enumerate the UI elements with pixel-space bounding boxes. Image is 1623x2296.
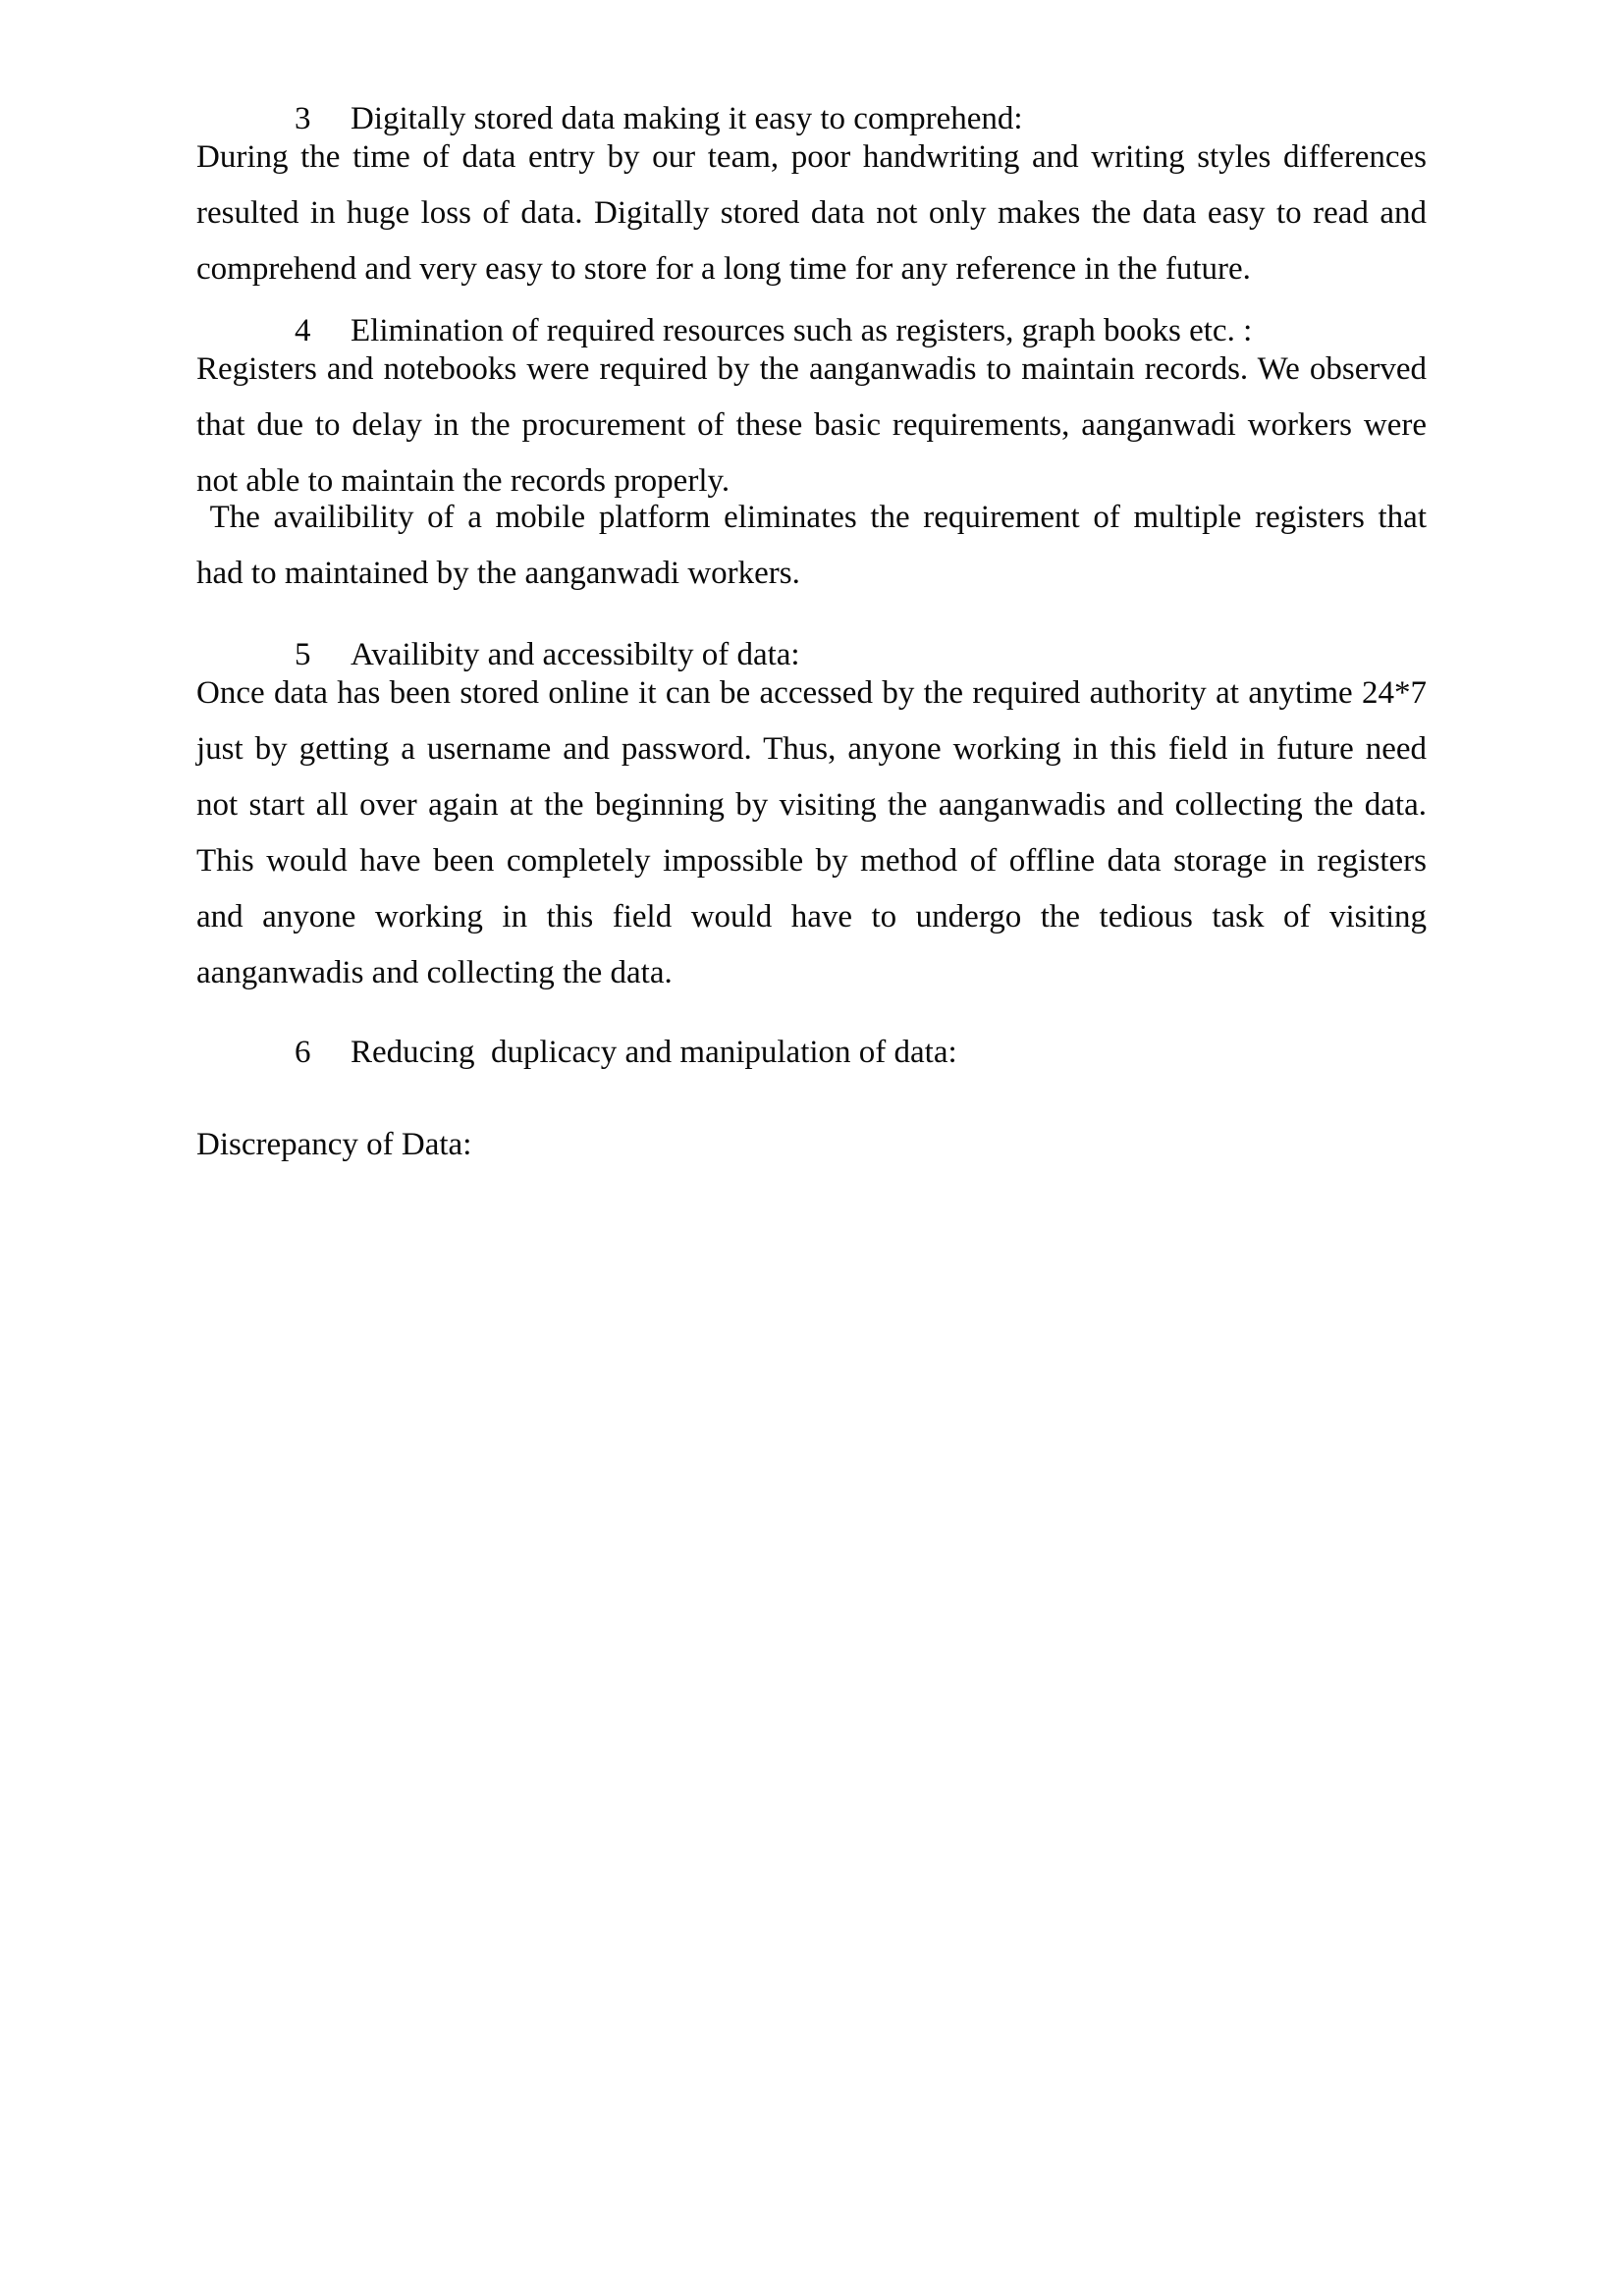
text-line: Once data has been stored online it can be accessed by the required authority at anytime 24*7 [196,675,1427,711]
text-line: comprehend and very easy to store for a long time for any reference in the future. [196,251,1251,287]
content-column [196,0,1427,1173]
paragraph [196,666,1427,1001]
text-line: had to maintained by the aanganwadi workers. [196,556,800,591]
sections-container [196,91,1427,1081]
heading-title: Elimination of required resources such as registers, graph books etc. : [351,313,1253,348]
text-line: and anyone working in this field would have to undergo the tedious task of visiting [196,899,1427,934]
paragraph [196,490,1427,602]
section-6-heading [196,1025,1427,1081]
text-line: During the time of data entry by our team, poor handwriting and writing styles differences [196,139,1427,175]
text-line: not able to maintain the records properly. [196,463,730,499]
text-line: not start all over again at the beginning by visiting the aanganwadis and collecting the data. [196,787,1427,823]
heading-title: Availibity and accessibilty of data: [351,637,800,672]
heading-number: 5 [295,637,311,672]
heading-number: 4 [295,313,311,348]
text-line: that due to delay in the procurement of these basic requirements, aanganwadi workers were [196,407,1427,443]
text-line: The availibility of a mobile platform eliminates the requirement of multiple registers that [196,500,1427,535]
text-line: This would have been completely impossible by method of offline data storage in registers [196,843,1427,879]
text-line: Registers and notebooks were required by the aanganwadis to maintain records. We observed [196,351,1427,387]
section-4 [196,303,1427,602]
heading-title: Digitally stored data making it easy to comprehend: [351,101,1023,136]
section-3 [196,91,1427,297]
text-line: aanganwadis and collecting the data. [196,955,673,990]
text-line: resulted in huge loss of data. Digitally stored data not only makes the data easy to read and [196,195,1427,231]
text-line: just by getting a username and password. Thus, anyone working in this field in future need [196,731,1427,767]
heading-title: Reducing duplicacy and manipulation of data: [351,1035,957,1070]
section-5 [196,627,1427,1001]
paragraph [196,342,1427,509]
section-6 [196,1025,1427,1081]
closing-line: Discrepancy of Data: [196,1127,472,1162]
paragraph [196,130,1427,297]
heading-number: 3 [295,101,311,136]
heading-number: 6 [295,1035,311,1070]
